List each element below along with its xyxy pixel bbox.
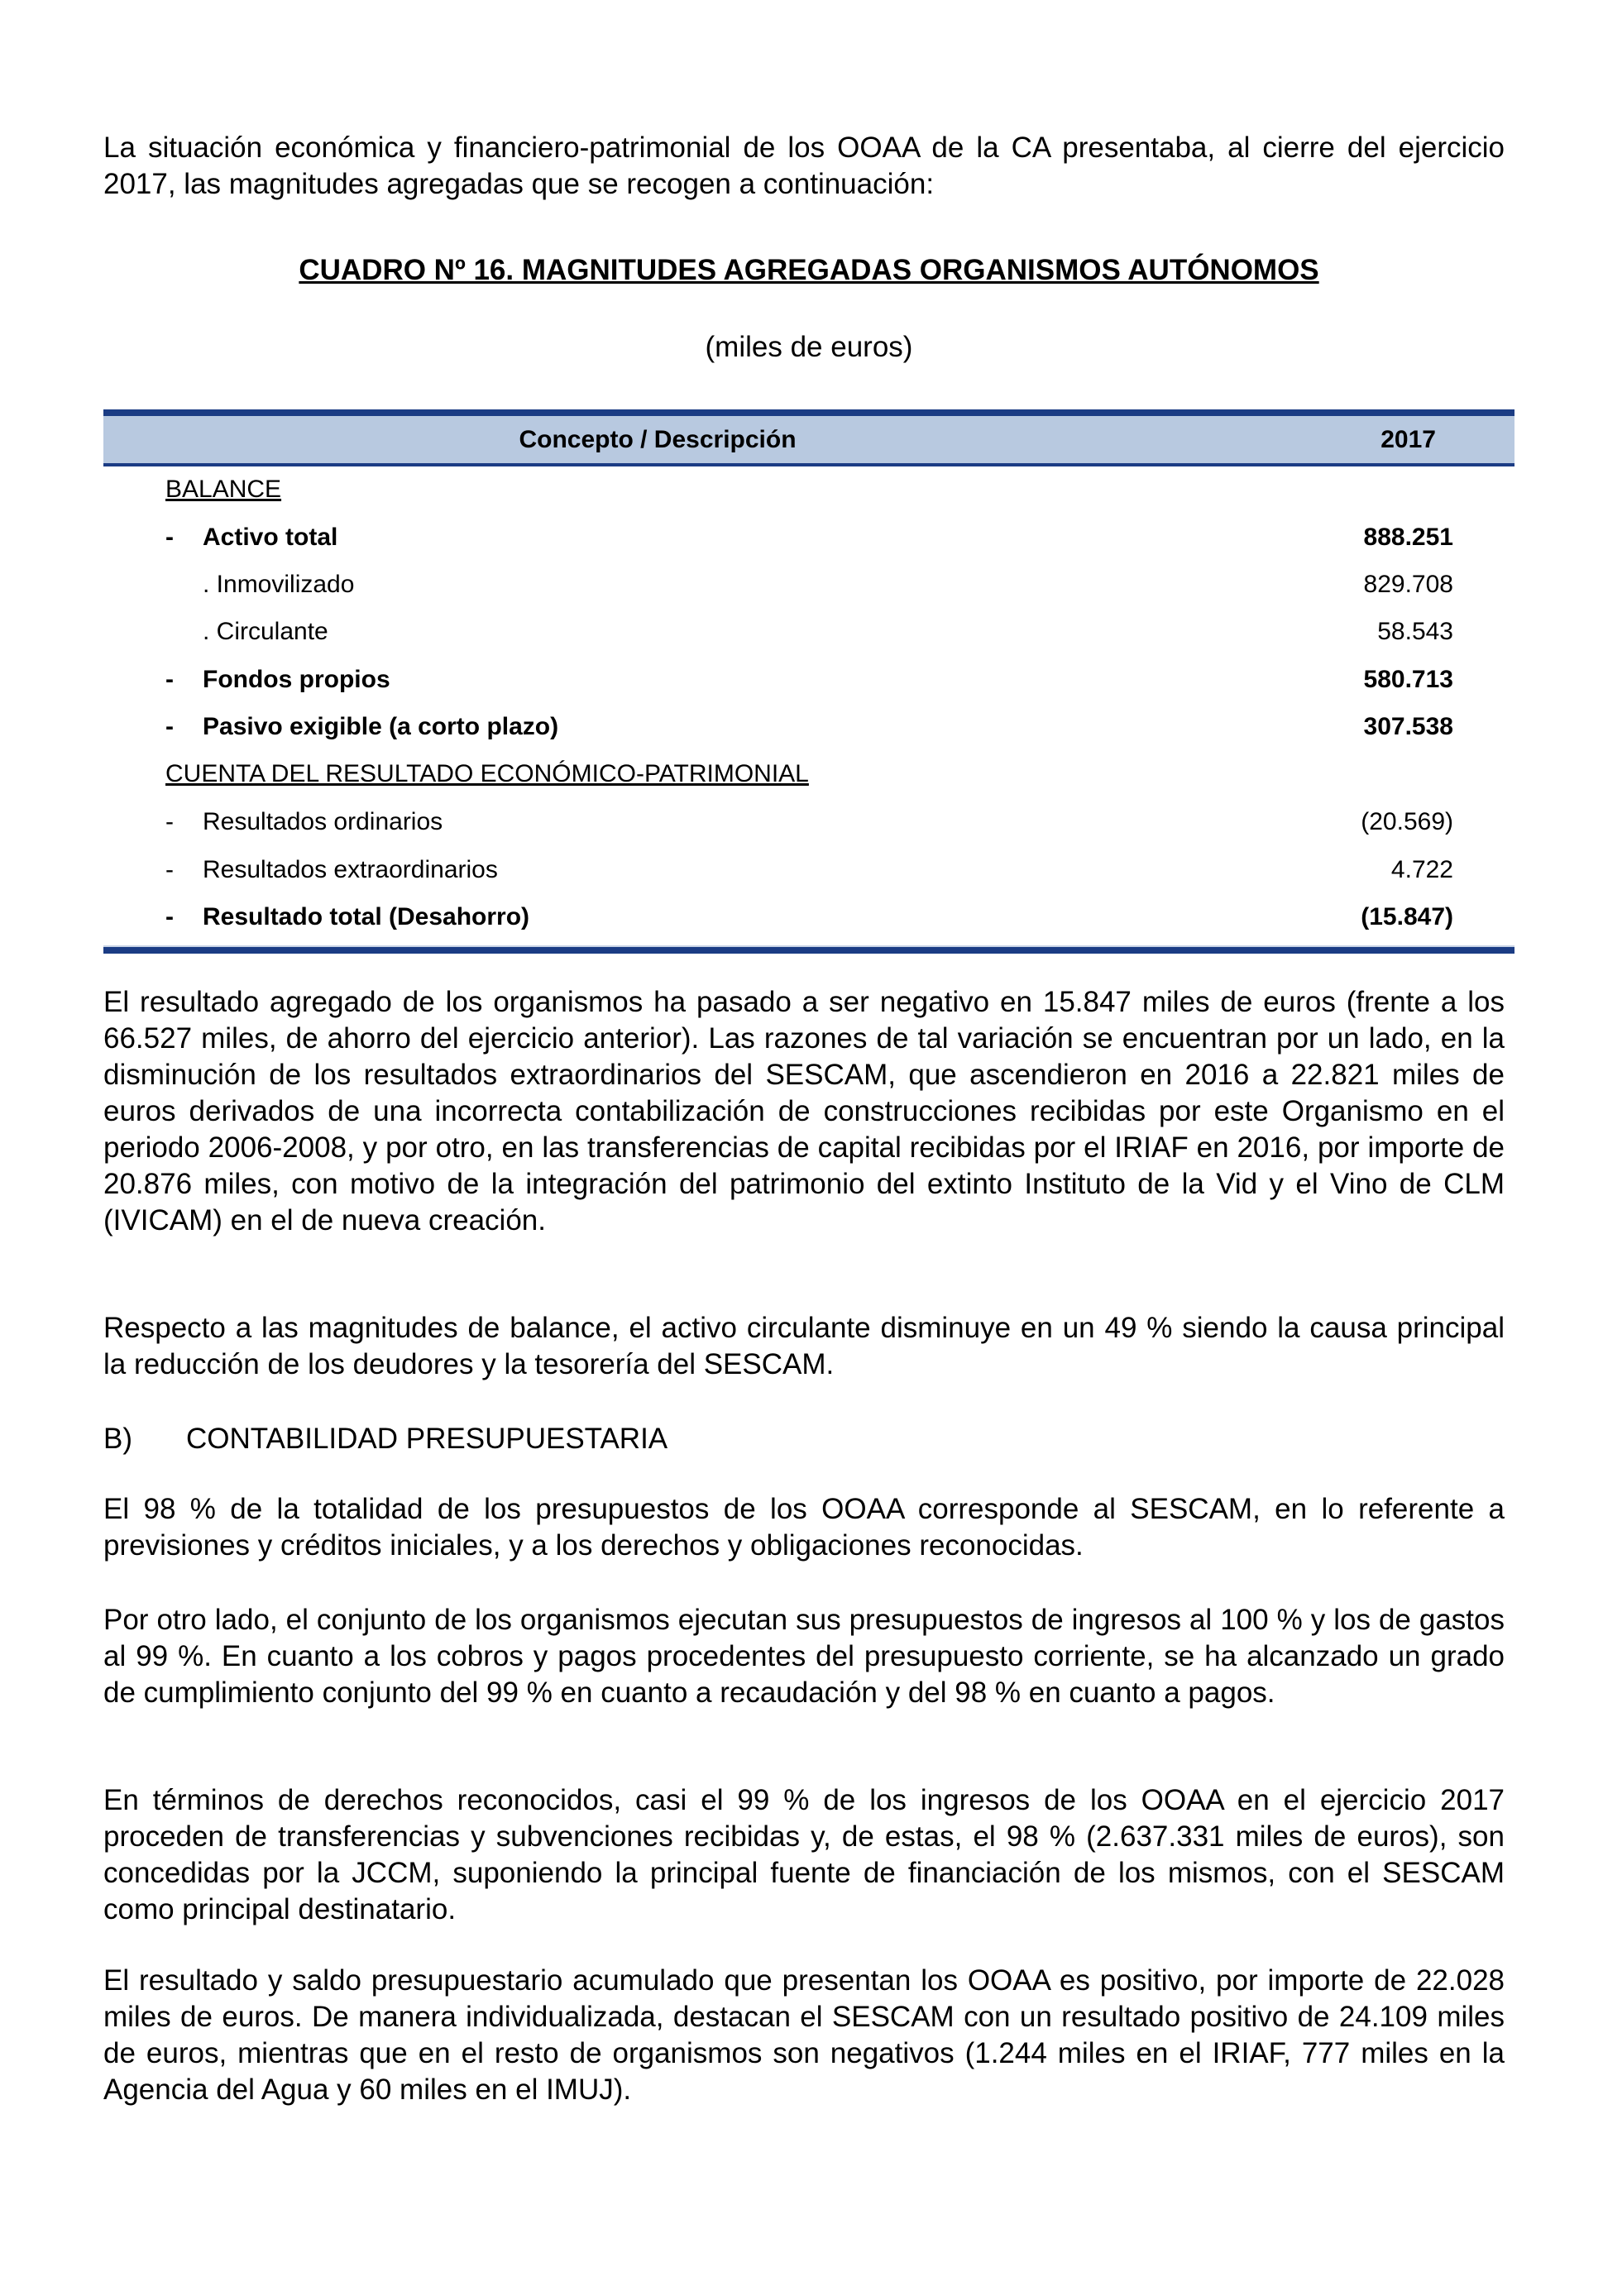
section-title: CONTABILIDAD PRESUPUESTARIA bbox=[186, 1423, 668, 1455]
row-dash: - bbox=[165, 524, 174, 551]
table-row-total bbox=[103, 903, 1514, 950]
paragraph-saldo: El resultado y saldo presupuestario acumulado que presentan los OOAA es positivo, por importe de 22.028 miles de euros. De manera individualizada, destacan el SESCAM con un resultado positivo de 24.109 miles de euros, mientras que en el resto de organismos son negativos (1.244 miles en el IRIAF, 777 miles en la Agencia del Agua y 60 miles en el IMUJ). bbox=[103, 1964, 1505, 2106]
paragraph-resultado: El resultado agregado de los organismos ha pasado a ser negativo en 15.847 miles de euros (frente a los 66.527 miles, de ahorro del ejercicio anterior). Las razones de tal variación se encuentran por un lado, en la disminución de los resultados extraordinarios del SESCAM, que ascendieron en 2016 a 22.821 miles de euros derivados de una incorrecta contabilización de construcciones recibidas por este Organismo en el periodo 2006-2008, y por otro, en las transferencias de capital recibidas por el IRIAF en 2016, por importe de 20.876 miles, con motivo de la integración del patrimonio del extinto Instituto de la Vid y el Vino de CLM (IVICAM) en el de nueva creación. bbox=[103, 986, 1505, 1236]
row-dash: - bbox=[165, 903, 174, 930]
header-year: 2017 bbox=[1380, 426, 1436, 453]
table-header bbox=[103, 409, 1514, 466]
table-row-section-balance bbox=[103, 476, 1514, 523]
table-row bbox=[103, 856, 1514, 903]
paragraph-balance: Respecto a las magnitudes de balance, el activo circulante disminuye en un 49 % siendo la causa principal la reducción de los deudores y la tesorería del SESCAM. bbox=[103, 1312, 1505, 1380]
row-label: Resultados ordinarios bbox=[203, 808, 443, 835]
row-label: Pasivo exigible (a corto plazo) bbox=[203, 713, 559, 740]
table-row bbox=[103, 524, 1514, 571]
row-label: Activo total bbox=[203, 524, 338, 551]
row-label: Resultado total (Desahorro) bbox=[203, 903, 530, 930]
section-letter: B) bbox=[103, 1423, 132, 1455]
row-value: (15.847) bbox=[1361, 903, 1453, 930]
table-title: CUADRO Nº 16. MAGNITUDES AGREGADAS ORGANISMOS AUTÓNOMOS bbox=[299, 254, 1319, 286]
table-row bbox=[103, 808, 1514, 855]
paragraph-derechos: En términos de derechos reconocidos, casi el 99 % de los ingresos de los OOAA en el ejercicio 2017 proceden de transferencias y subvenciones recibidas y, de estas, el 98 % (2.637.331 miles de euros), son concedidas por la JCCM, suponiendo la principal fuente de financiación de los mismos, con el SESCAM como principal destinatario. bbox=[103, 1784, 1505, 1925]
paragraph-ejecucion: Por otro lado, el conjunto de los organismos ejecutan sus presupuestos de ingresos al 100 % y los de gastos al 99 %. En cuanto a los cobros y pagos procedentes del presupuesto corriente, se ha alcanzado un grado de cumplimiento conjunto del 99 % en cuanto a recaudación y del 98 % en cuanto a pagos. bbox=[103, 1604, 1505, 1709]
table-unit: (miles de euros) bbox=[705, 331, 913, 363]
row-label: . Inmovilizado bbox=[203, 571, 355, 598]
table-row bbox=[103, 713, 1514, 760]
table-row bbox=[103, 618, 1514, 665]
row-value: 888.251 bbox=[1363, 524, 1453, 551]
paragraph-presupuestos: El 98 % de la totalidad de los presupuestos de los OOAA corresponde al SESCAM, en lo referente a previsiones y créditos iniciales, y a los derechos y obligaciones reconocidas. bbox=[103, 1493, 1505, 1562]
row-label: . Circulante bbox=[203, 618, 328, 645]
table-row-section-cuenta bbox=[103, 760, 1514, 807]
row-dash: - bbox=[165, 808, 174, 835]
row-value: 58.543 bbox=[1377, 618, 1453, 645]
section-heading-b bbox=[103, 1423, 668, 1456]
section-label: CUENTA DEL RESULTADO ECONÓMICO-PATRIMONIAL bbox=[165, 760, 809, 787]
table-bottom-rule bbox=[103, 945, 1514, 954]
table-row bbox=[103, 666, 1514, 713]
row-label: Fondos propios bbox=[203, 666, 390, 693]
row-value: (20.569) bbox=[1361, 808, 1453, 835]
row-label: Resultados extraordinarios bbox=[203, 856, 498, 883]
magnitudes-table bbox=[103, 409, 1514, 930]
row-value: 307.538 bbox=[1363, 713, 1453, 740]
intro-paragraph: La situación económica y financiero-patrimonial de los OOAA de la CA presentaba, al cierre del ejercicio 2017, las magnitudes agregadas que se recogen a continuación: bbox=[103, 132, 1505, 200]
table-row bbox=[103, 571, 1514, 618]
row-value: 829.708 bbox=[1363, 571, 1453, 598]
header-concept: Concepto / Descripción bbox=[519, 426, 797, 453]
row-dash: - bbox=[165, 666, 174, 693]
row-dash: - bbox=[165, 856, 174, 883]
row-value: 580.713 bbox=[1363, 666, 1453, 693]
section-label: BALANCE bbox=[165, 476, 282, 503]
row-dash: - bbox=[165, 713, 174, 740]
row-value: 4.722 bbox=[1390, 856, 1453, 883]
